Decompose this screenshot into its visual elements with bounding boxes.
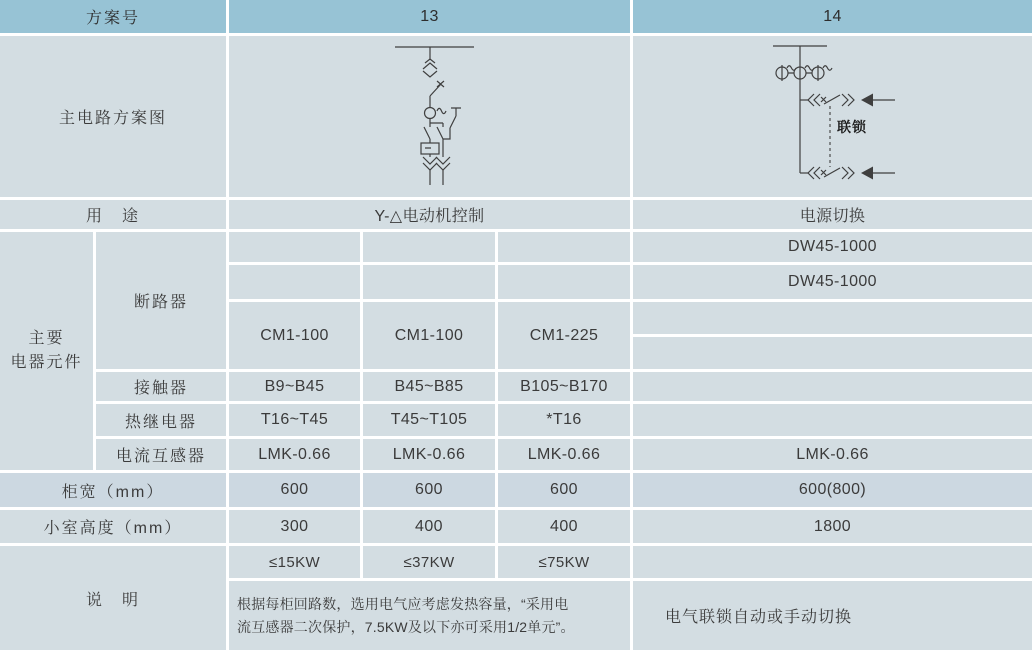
thermal-relay-14 (633, 404, 1032, 436)
drawout-connector-icon (423, 59, 437, 77)
usage-label: 用 途 (0, 200, 226, 229)
compartment-height-label: 小室高度（mm） (0, 510, 226, 543)
notes-13-text (229, 581, 630, 650)
cell-empty (633, 546, 1032, 578)
cabinet-width-label: 柜宽（mm） (0, 473, 226, 507)
cabinet-width-14: 600(800) (633, 473, 1032, 507)
components-group-label-line1: 主要 (28, 330, 65, 347)
drawout-chevrons-left (808, 167, 820, 179)
plug-arrow-icon (861, 94, 873, 107)
breaker-13-b: CM1-100 (363, 302, 495, 369)
circuit-diagram-14-drawing (633, 36, 1032, 197)
breaker-contact-icon (430, 81, 444, 107)
outgoing-chevrons-left (423, 157, 437, 170)
diagram-row-label: 主电路方案图 (0, 36, 226, 197)
ct-14: LMK-0.66 (633, 439, 1032, 470)
power-rating-13-b: ≤37KW (363, 546, 495, 578)
cell-empty (363, 265, 495, 299)
contact-pivot-cross (821, 170, 826, 175)
cabinet-width-13-b: 600 (363, 473, 495, 507)
header-scheme-13: 13 (229, 0, 630, 33)
contactor-13-a: B9~B45 (229, 372, 360, 401)
drawout-chevrons-right (842, 94, 854, 106)
breaker-13-c: CM1-225 (498, 302, 630, 369)
breaker-14-row2: DW45-1000 (633, 265, 1032, 299)
cell-empty (363, 232, 495, 262)
components-group-label (0, 232, 93, 470)
notes-14-text: 电气联锁自动或手动切换 (633, 581, 1032, 650)
power-rating-13-c: ≤75KW (498, 546, 630, 578)
mid-contact-icon (437, 127, 443, 157)
outgoing-chevrons-mid (436, 157, 450, 170)
branch-split (430, 123, 443, 127)
cabinet-width-13-c: 600 (498, 473, 630, 507)
ct-13-c: LMK-0.66 (498, 439, 630, 470)
contactor-13-b: B45~B85 (363, 372, 495, 401)
usage-13: Y-△电动机控制 (229, 200, 630, 229)
power-rating-13-a: ≤15KW (229, 546, 360, 578)
circuit-diagram-13 (229, 36, 630, 197)
drawout-chevrons-right (842, 167, 854, 179)
cell-empty (498, 232, 630, 262)
plug-arrow-icon (861, 167, 873, 180)
notes-13-line1: 根据每柜回路数，选用电气应考虑发热容量，“采用电 (237, 595, 569, 612)
cell-empty (229, 232, 360, 262)
header-scheme-14: 14 (633, 0, 1032, 33)
switch-contact (824, 168, 840, 177)
compartment-height-13-a: 300 (229, 510, 360, 543)
cell-empty (633, 337, 1032, 369)
left-contact-icon (424, 127, 430, 143)
breaker-label: 断路器 (96, 232, 226, 369)
contact-pivot-cross (821, 97, 826, 102)
components-group-label-line2: 电器元件 (10, 354, 83, 371)
cell-empty (633, 302, 1032, 334)
compartment-height-13-b: 400 (363, 510, 495, 543)
compartment-height-14: 1800 (633, 510, 1032, 543)
circuit-diagram-14 (633, 36, 1032, 197)
cabinet-width-13-a: 600 (229, 473, 360, 507)
ct-13-a: LMK-0.66 (229, 439, 360, 470)
ct-13-b: LMK-0.66 (363, 439, 495, 470)
thermal-relay-13-a: T16~T45 (229, 404, 360, 436)
outgoing-tails (430, 170, 443, 185)
cell-empty (229, 265, 360, 299)
breaker-14-row1: DW45-1000 (633, 232, 1032, 262)
thermal-relay-label: 热继电器 (96, 404, 226, 436)
usage-14: 电源切换 (633, 200, 1032, 229)
compartment-height-13-c: 400 (498, 510, 630, 543)
breaker-13-a: CM1-100 (229, 302, 360, 369)
cell-empty (498, 265, 630, 299)
switch-contact (824, 95, 840, 104)
header-scheme-label: 方案号 (0, 0, 226, 33)
thermal-relay-13-b: T45~T105 (363, 404, 495, 436)
notes-13-line2: 流互感器二次保护，7.5KW及以下亦可采用1/2单元”。 (237, 618, 575, 635)
current-transformer-label: 电流互感器 (96, 439, 226, 470)
ct-squiggle (437, 108, 446, 113)
interlock-label: 联锁 (837, 119, 867, 135)
ct-squiggle (787, 66, 832, 71)
contactor-label: 接触器 (96, 372, 226, 401)
ct-icon (425, 108, 436, 119)
thermal-relay-13-c: *T16 (498, 404, 630, 436)
notes-label: 说 明 (0, 546, 226, 650)
contactor-13-c: B105~B170 (498, 372, 630, 401)
drawout-chevrons-left (808, 94, 820, 106)
contactor-14 (633, 372, 1032, 401)
circuit-diagram-13-drawing (229, 36, 630, 197)
